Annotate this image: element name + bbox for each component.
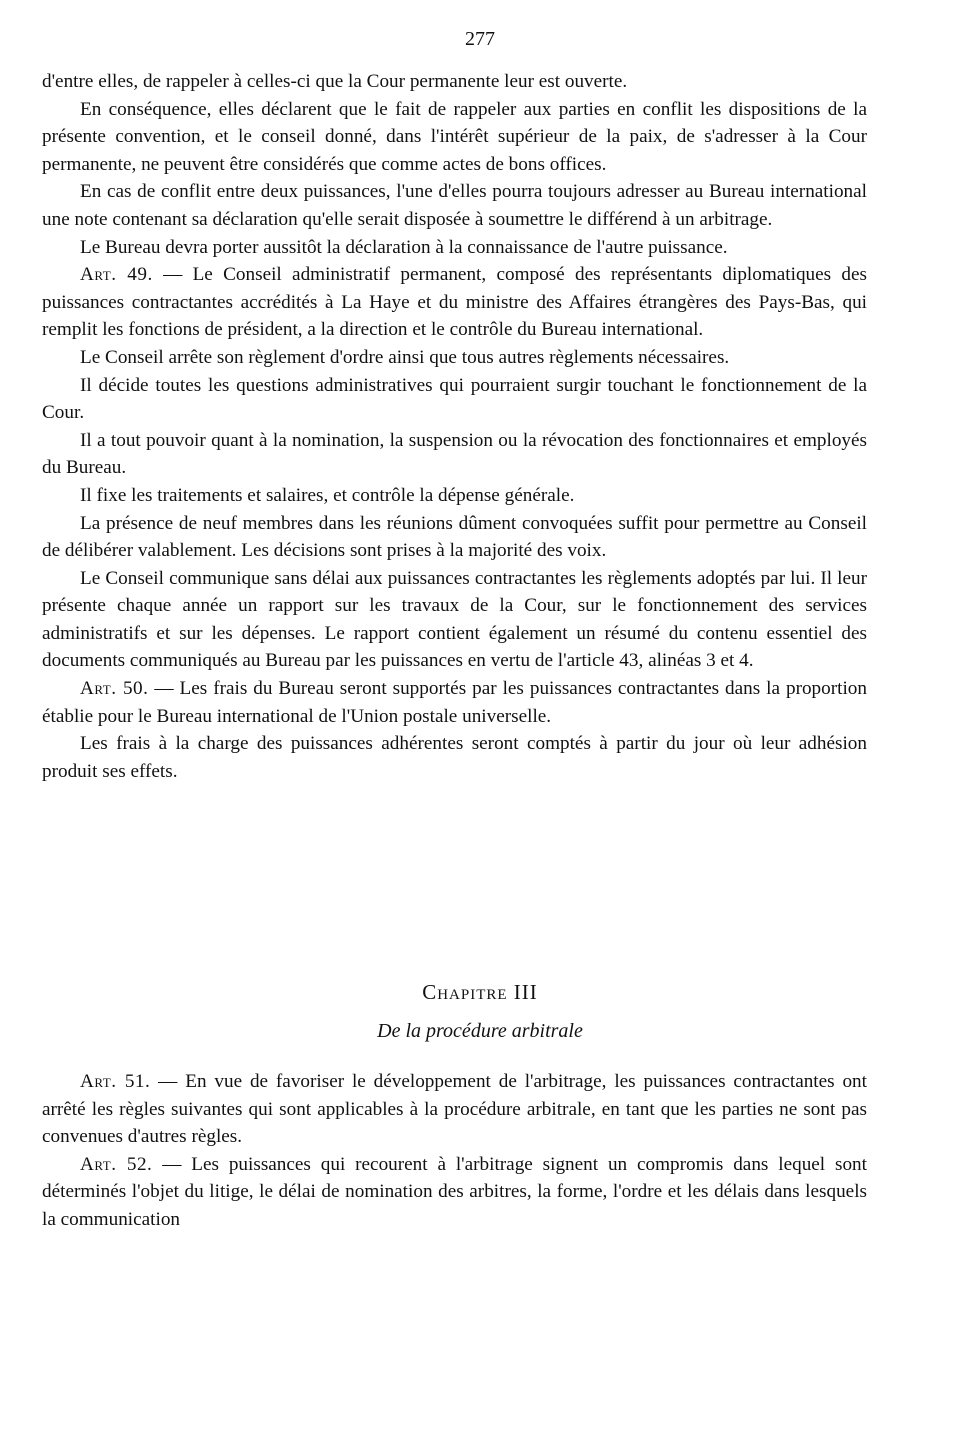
article-number: Art. 49. — [80, 264, 153, 286]
paragraph-text: Le Bureau devra porter aussitôt la déclaration à la connaissance de l'autre puissance. — [80, 236, 728, 258]
paragraph — [42, 96, 867, 179]
paragraph-text: — En vue de favoriser le développement de l'arbitrage, les puissances contractantes ont arrêté les règles suivantes qui sont applicables à la procédure arbitrale, en tant que les parties ne sont pas convenues d'autres règles. — [42, 1071, 867, 1148]
paragraph-text: — Les frais du Bureau seront supportés par les puissances contractantes dans la proportion établie pour le Bureau international de l'Union postale universelle. — [42, 678, 867, 727]
paragraph — [42, 261, 867, 344]
paragraph-text: En conséquence, elles déclarent que le fait de rappeler aux parties en conflit les dispositions de la présente convention, et le conseil donné, dans l'intérêt supérieur de la paix, de s'adresser à la Cour permanente, ne peuvent être considérés que comme actes de bons offices. — [42, 98, 867, 175]
paragraph-text: Il fixe les traitements et salaires, et contrôle la dépense générale. — [80, 484, 575, 506]
paragraph — [42, 68, 867, 96]
paragraph — [42, 565, 867, 675]
paragraph — [42, 1151, 867, 1234]
paragraph — [42, 178, 867, 233]
paragraph — [42, 730, 867, 785]
article-number: Art. 51. — [80, 1071, 151, 1092]
paragraph-text: Il a tout pouvoir quant à la nomination, la suspension ou la révocation des fonctionnaires et employés du Bureau. — [42, 429, 867, 479]
paragraph-text: — Les puissances qui recourent à l'arbitrage signent un compromis dans lequel sont déterminés l'objet du litige, le délai de nomination des arbitres, la forme, l'ordre et les délais dans lesquels la communication — [42, 1153, 867, 1230]
paragraph — [42, 482, 867, 510]
paragraph-text: — Le Conseil administratif permanent, composé des représentants diplomatiques des puissances contractantes accrédités à La Haye et du ministre des Affaires étrangères des Pays-Bas, qui remplit les fonctions de président, a la direction et le contrôle du Bureau international. — [42, 264, 867, 341]
text-block-articles-51-52 — [42, 1068, 867, 1234]
paragraph-text: Les frais à la charge des puissances adhérentes seront comptés à partir du jour où leur adhésion produit ses effets. — [42, 733, 867, 782]
chapter-subtitle: De la procédure arbitrale — [377, 1020, 583, 1042]
paragraph — [42, 372, 867, 427]
paragraph-text: La présence de neuf membres dans les réunions dûment convoquées suffit pour permettre au Conseil de délibérer valablement. Les décisions sont prises à la majorité des voix. — [42, 512, 867, 562]
paragraph — [42, 344, 867, 372]
paragraph-text: En cas de conflit entre deux puissances, l'une d'elles pourra toujours adresser au Bureau international une note contenant sa déclaration qu'elle serait disposée à soumettre le différend à un arbitrage. — [42, 181, 867, 230]
paragraph — [42, 510, 867, 565]
paragraph — [42, 1068, 867, 1151]
article-number: Art. 50. — [80, 678, 149, 700]
article-number: Art. 52. — [80, 1153, 153, 1175]
paragraph-text: Il décide toutes les questions administratives qui pourraient surgir touchant le fonctionnement de la Cour. — [42, 374, 867, 424]
chapter-title: Chapitre III — [422, 980, 538, 1004]
paragraph — [42, 234, 867, 262]
paragraph-text: d'entre elles, de rappeler à celles-ci que la Cour permanente leur est ouverte. — [42, 71, 628, 92]
paragraph — [42, 427, 867, 482]
page-number: 277 — [465, 28, 495, 50]
paragraph-text: Le Conseil arrête son règlement d'ordre ainsi que tous autres règlements nécessaires. — [80, 346, 730, 368]
paragraph-text: Le Conseil communique sans délai aux puissances contractantes les règlements adoptés par lui. Il leur présente chaque année un rapport sur les travaux de la Cour, sur le fonctionnement des services administratifs et sur les dépenses. Le rapport contient également un résumé du contenu essentiel des documents communiqués au Bureau par les puissances en vertu de l'article 43, alinéas 3 et 4. — [42, 567, 867, 672]
paragraph — [42, 675, 867, 730]
text-block-articles-48-50 — [42, 68, 867, 785]
